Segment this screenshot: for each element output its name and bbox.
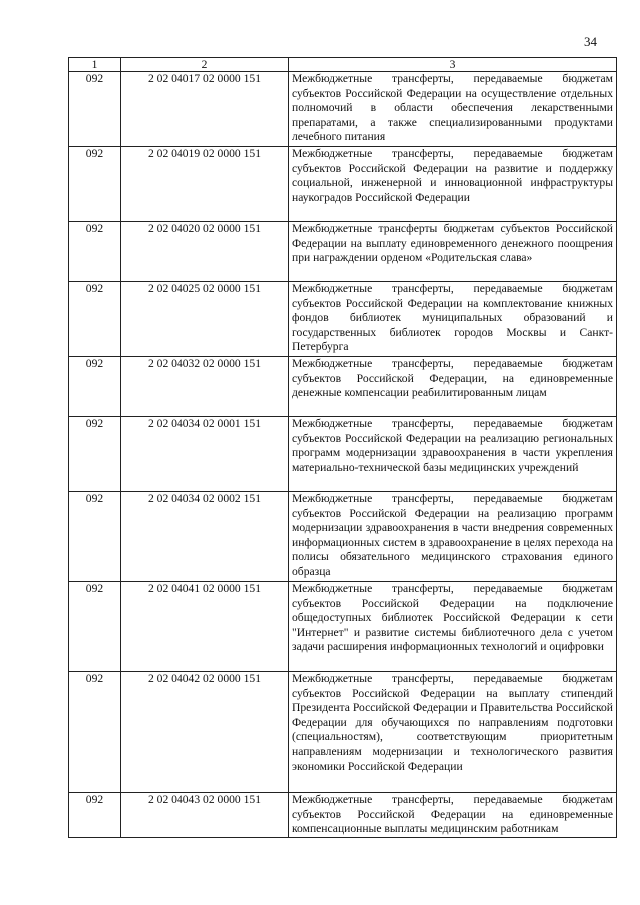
description-cell: Межбюджетные трансферты, передаваемые бюджетам субъектов Российской Федерации на реализацию региональных программ модернизации здравоохранения в части укрепления материально-технической базы медицинских учреждений (289, 417, 617, 492)
table-row (69, 582, 617, 672)
admin-code-cell: 092 (69, 222, 121, 282)
page-number: 34 (584, 34, 597, 49)
table-row (69, 147, 617, 222)
description-cell: Межбюджетные трансферты, передаваемые бюджетам субъектов Российской Федерации на выплату стипендий Президента Российской Федерации и Правительства Российской Федерации для обучающихся по направлениям подготовки (специальностям), соответствующим приоритетным направлениям модернизации и технологического развития экономики Российской Федерации (289, 672, 617, 793)
description-cell: Межбюджетные трансферты, передаваемые бюджетам субъектов Российской Федерации на реализацию программ модернизации здравоохранения в части внедрения современных информационных систем в здравоохранение в целях перехода на полисы обязательного медицинского страхования единого образца (289, 492, 617, 582)
table-row (69, 793, 617, 838)
description-cell: Межбюджетные трансферты, передаваемые бюджетам субъектов Российской Федерации на развитие и поддержку социальной, инженерной и инновационной инфраструктуры наукоградов Российской Федерации (289, 147, 617, 222)
column-header-1: 1 (69, 58, 121, 72)
budget-code-cell: 2 02 04034 02 0002 151 (121, 492, 289, 582)
admin-code-cell: 092 (69, 72, 121, 147)
admin-code-cell: 092 (69, 582, 121, 672)
table-row (69, 282, 617, 357)
table-header-row (69, 58, 617, 72)
column-header-2: 2 (121, 58, 289, 72)
table-row (69, 222, 617, 282)
column-header-3: 3 (289, 58, 617, 72)
budget-code-cell: 2 02 04020 02 0000 151 (121, 222, 289, 282)
admin-code-cell: 092 (69, 357, 121, 417)
budget-code-cell: 2 02 04042 02 0000 151 (121, 672, 289, 793)
budget-classification-table (68, 57, 617, 838)
description-cell: Межбюджетные трансферты, передаваемые бюджетам субъектов Российской Федерации на подключение общедоступных библиотек Российской Федерации к сети "Интернет" и развитие системы библиотечного дела с учетом задачи расширения информационных технологий и оцифровки (289, 582, 617, 672)
table-row (69, 417, 617, 492)
admin-code-cell: 092 (69, 417, 121, 492)
admin-code-cell: 092 (69, 282, 121, 357)
table-row (69, 492, 617, 582)
admin-code-cell: 092 (69, 492, 121, 582)
budget-code-cell: 2 02 04019 02 0000 151 (121, 147, 289, 222)
description-cell: Межбюджетные трансферты, передаваемые бюджетам субъектов Российской Федерации на комплектование книжных фондов библиотек муниципальных образований и государственных библиотек городов Москвы и Санкт-Петербурга (289, 282, 617, 357)
budget-code-cell: 2 02 04034 02 0001 151 (121, 417, 289, 492)
budget-code-cell: 2 02 04041 02 0000 151 (121, 582, 289, 672)
admin-code-cell: 092 (69, 147, 121, 222)
admin-code-cell: 092 (69, 793, 121, 838)
description-cell: Межбюджетные трансферты, передаваемые бюджетам субъектов Российской Федерации на осуществление отдельных полномочий в области обеспечения лекарственными препаратами, а также специализированными продуктами лечебного питания (289, 72, 617, 147)
admin-code-cell: 092 (69, 672, 121, 793)
budget-code-cell: 2 02 04032 02 0000 151 (121, 357, 289, 417)
budget-code-cell: 2 02 04017 02 0000 151 (121, 72, 289, 147)
budget-code-cell: 2 02 04043 02 0000 151 (121, 793, 289, 838)
table-row (69, 357, 617, 417)
table-row (69, 672, 617, 793)
table-row (69, 72, 617, 147)
description-cell: Межбюджетные трансферты, передаваемые бюджетам субъектов Российской Федерации, на единовременные денежные компенсации реабилитированным лицам (289, 357, 617, 417)
description-cell: Межбюджетные трансферты бюджетам субъектов Российской Федерации на выплату единовременного денежного поощрения при награждении орденом «Родительская слава» (289, 222, 617, 282)
budget-code-cell: 2 02 04025 02 0000 151 (121, 282, 289, 357)
description-cell: Межбюджетные трансферты, передаваемые бюджетам субъектов Российской Федерации на единовременные компенсационные выплаты медицинским работникам (289, 793, 617, 838)
